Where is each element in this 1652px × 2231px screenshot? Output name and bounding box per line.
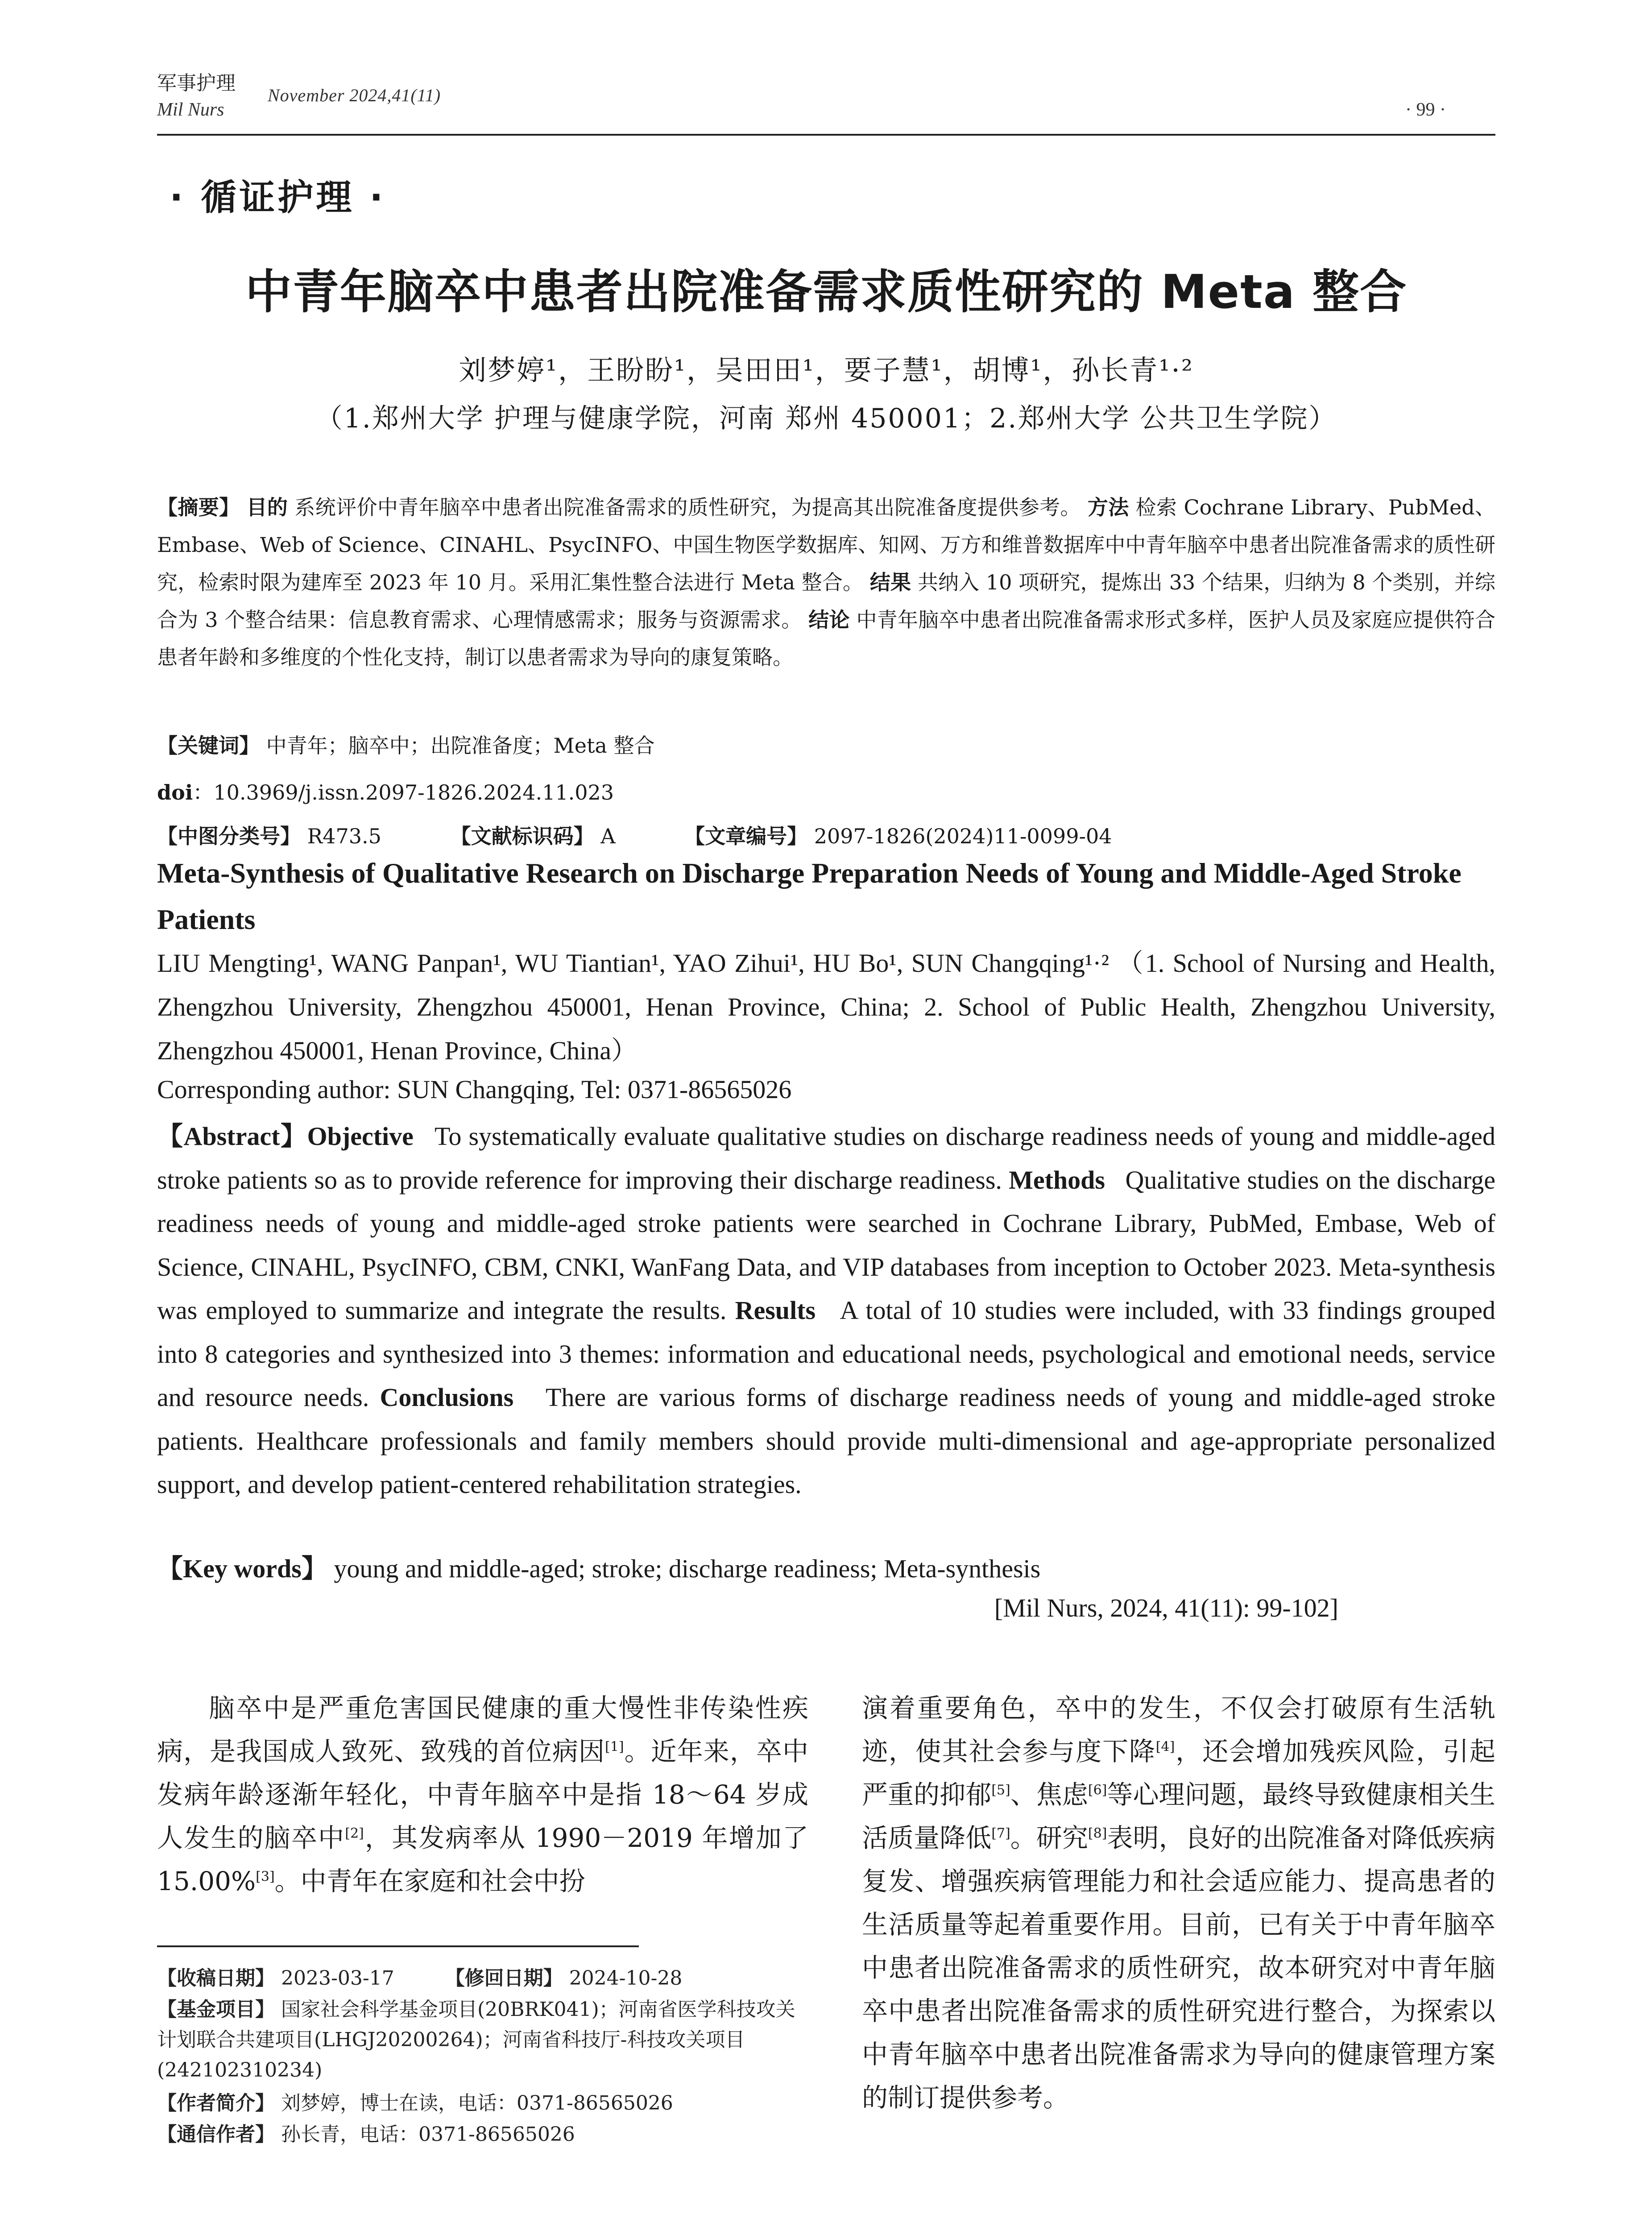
keywords-cn-text: 中青年；脑卒中；出院准备度；Meta 整合: [266, 734, 655, 758]
doi-value: ：10.3969/j.issn.2097-1826.2024.11.023: [193, 780, 614, 804]
abstract-cn-conclusion-label: 结论: [808, 608, 850, 632]
authors-cn: 刘梦婷¹，王盼盼¹，吴田田¹，要子慧¹，胡博¹，孙长青¹·²: [459, 354, 1194, 386]
corresponding-text: 孙长青，电话：0371-86565026: [281, 2123, 575, 2146]
body-text: 等心理问题，最终导致健康相关生活质量降低: [862, 1779, 1495, 1853]
corresponding-author-en: Corresponding author: SUN Changqing, Tel: 0371-86565026: [157, 1075, 792, 1104]
abstract-cn-methods: 检索 Cochrane Library、PubMed、Embase、Web of Science、CINAHL、PsycINFO、中国生物医学数据库、知网、万方和维普数据库中中青年脑卒中患者出院准备需求的质性研究，检索时限为建库至 2023 年 10 月。采用汇集性整合法进行 Meta 整合。: [157, 495, 1496, 594]
abstract-en-label: 【Abstract】: [157, 1122, 307, 1151]
abstract-cn-objective: 系统评价中青年脑卒中患者出院准备需求的质性研究，为提高其出院准备度提供参考。: [294, 495, 1081, 519]
body-text: ，其发病率从 1990－2019 年增加了 15.00%: [157, 1823, 808, 1896]
abstract-cn-results: 共纳入 10 项研究，提炼出 33 个结果，归纳为 8 个类别，并综合为 3 个整合结果：信息教育需求、心理情感需求；服务与资源需求。: [157, 570, 1495, 632]
issue-date: November 2024,41(11): [268, 85, 441, 105]
footnote-rule: [157, 1945, 639, 1947]
article-no-value: 2097-1826(2024)11-0099-04: [814, 824, 1112, 848]
doc-code-value: A: [600, 824, 616, 848]
author-bio-label: 【作者简介】: [157, 2092, 275, 2115]
footnote-dates: [157, 1963, 808, 1994]
abstract-cn: [157, 489, 1495, 676]
body-column-right: [862, 1687, 1495, 2119]
page-number: · 99 ·: [1405, 100, 1446, 120]
abstract-en-objective-label: Objective: [307, 1122, 414, 1151]
abstract-cn-results-label: 结果: [869, 570, 911, 594]
body-paragraph: [862, 1687, 1495, 2119]
citation-ref: [8]: [1088, 1825, 1107, 1841]
body-text: 。研究: [1010, 1823, 1088, 1853]
author-bio-text: 刘梦婷，博士在读，电话：0371-86565026: [281, 2092, 673, 2115]
authors-en: [157, 941, 1495, 1073]
body-text: 、焦虑: [1010, 1779, 1088, 1810]
doi-label: doi: [157, 780, 193, 804]
body-text: 表明，良好的出院准备对降低疾病复发、增强疾病管理能力和社会适应能力、提高患者的生活质量等起着重要作用。目前，已有关于中青年脑卒中患者出院准备需求的质性研究，故本研究对中青年脑卒中患者出院准备需求的质性研究进行整合，为探索以中青年脑卒中患者出院准备需求为导向的健康管理方案的制订提供参考。: [862, 1823, 1495, 2113]
abstract-en-results: A total of 10 studies were included, with 33 findings grouped into 8 categories and synthesized into 3 themes: information and educational needs, psychological and emotional needs, service and resource needs.: [157, 1296, 1496, 1412]
clc-label: 【中图分类号】: [157, 824, 301, 848]
abstract-en: [157, 1115, 1495, 1506]
header-rule: [157, 134, 1495, 136]
doi-line: [157, 776, 1495, 806]
abstract-en-methods: Qualitative studies on the discharge readiness needs of young and middle-aged stroke patients were searched in Cochrane Library, PubMed, Embase, Web of Science, CINAHL, PsycINFO, CBM, CNKI, WanFang Data, and VIP databases from inception to October 2023. Meta-synthesis was employed to summarize and integrate the results.: [157, 1165, 1496, 1325]
received-label: 【收稿日期】: [157, 1967, 275, 1990]
footnote-author: [157, 2088, 808, 2119]
clc-value: R473.5: [307, 824, 381, 848]
citation-ref: [3]: [256, 1869, 275, 1885]
journal-name-en: Mil Nurs: [157, 100, 224, 120]
classification-line: [157, 820, 1495, 850]
authors-en-names: LIU Mengting¹, WANG Panpan¹, WU Tiantian¹, YAO Zihui¹, HU Bo¹, SUN Changqing¹·²: [157, 949, 1109, 978]
body-text: 。中青年在家庭和社会中扮: [274, 1866, 585, 1896]
abstract-cn-methods-label: 方法: [1087, 495, 1129, 519]
keywords-en-text: young and middle-aged; stroke; discharge readiness; Meta-synthesis: [334, 1554, 1041, 1583]
body-text: 。近年来，卒中发病年龄逐渐年轻化，中青年脑卒中是指 18～64 岁成人发生的脑卒中: [157, 1736, 808, 1853]
revised-label: 【修回日期】: [445, 1967, 563, 1990]
citation-ref: [6]: [1088, 1782, 1107, 1798]
doc-code-label: 【文献标识码】: [450, 824, 594, 848]
section-tag: · 循证护理 ·: [170, 177, 386, 218]
body-text: 演着重要角色，卒中的发生，不仅会打破原有生活轨迹，使其社会参与度下降: [862, 1693, 1495, 1767]
abstract-cn-label: 【摘要】: [157, 495, 240, 519]
journal-name-cn: 军事护理: [157, 72, 236, 95]
body-text: ，还会增加残疾风险，引起严重的抑郁: [862, 1736, 1495, 1810]
affiliation-cn: （1.郑州大学 护理与健康学院，河南 郑州 450001；2.郑州大学 公共卫生学院）: [315, 403, 1337, 434]
article-no-label: 【文章编号】: [684, 824, 808, 848]
abstract-en-methods-label: Methods: [1009, 1165, 1105, 1194]
abstract-en-results-label: Results: [735, 1296, 816, 1325]
article-title-cn: 中青年脑卒中患者出院准备需求质性研究的 Meta 整合: [245, 265, 1408, 319]
abstract-en-conclusions: There are various forms of discharge readiness needs of young and middle-aged stroke patients. Healthcare professionals and family members should provide multi-dimensional and age-appropriate personalized support, and develop patient-centered rehabilitation strategies.: [157, 1383, 1495, 1499]
citation-ref: [5]: [991, 1782, 1010, 1798]
corresponding-label: 【通信作者】: [157, 2123, 275, 2146]
abstract-en-conclusions-label: Conclusions: [380, 1383, 514, 1412]
keywords-cn: [157, 730, 1495, 759]
fund-label: 【基金项目】: [157, 1998, 275, 2021]
affiliation-en: （1. School of Nursing and Health, Zhengzhou University, Zhengzhou 450001, Henan Province, China; 2. School of Public Health, Zhengzhou University, Zhengzhou 450001, Henan Province, China）: [157, 949, 1496, 1065]
citation-ref: [4]: [1155, 1739, 1175, 1755]
citation-ref: [1]: [605, 1739, 624, 1755]
keywords-en-label: 【Key words】: [157, 1554, 327, 1583]
citation-en: [Mil Nurs, 2024, 41(11): 99-102]: [994, 1593, 1338, 1622]
citation-ref: [7]: [991, 1825, 1010, 1841]
body-column-left: [157, 1687, 808, 1903]
keywords-en: [157, 1547, 1495, 1585]
keywords-cn-label: 【关键词】: [157, 734, 260, 758]
body-text: 脑卒中是严重危害国民健康的重大慢性非传染性疾病，是我国成人致死、致残的首位病因: [157, 1693, 808, 1767]
footnote-fund: [157, 1995, 808, 2086]
fund-text: 国家社会科学基金项目(20BRK041)；河南省医学科技攻关计划联合共建项目(LHGJ20200264)；河南省科技厅-科技攻关项目(242102310234): [157, 1998, 795, 2082]
revised-date: 2024-10-28: [569, 1967, 683, 1990]
article-title-en: Meta-Synthesis of Qualitative Research on Discharge Preparation Needs of Young and Middle-Aged Stroke Patients: [157, 857, 1462, 935]
abstract-en-objective: To systematically evaluate qualitative studies on discharge readiness needs of young and middle-aged stroke patients so as to provide reference for improving their discharge readiness.: [157, 1122, 1495, 1194]
citation-ref: [2]: [345, 1825, 364, 1841]
footnote-corresponding: [157, 2119, 808, 2150]
body-paragraph: [157, 1687, 808, 1903]
abstract-cn-conclusion: 中青年脑卒中患者出院准备需求形式多样，医护人员及家庭应提供符合患者年龄和多维度的个性化支持，制订以患者需求为导向的康复策略。: [157, 608, 1496, 669]
received-date: 2023-03-17: [281, 1967, 394, 1990]
abstract-cn-objective-label: 目的: [246, 495, 288, 519]
